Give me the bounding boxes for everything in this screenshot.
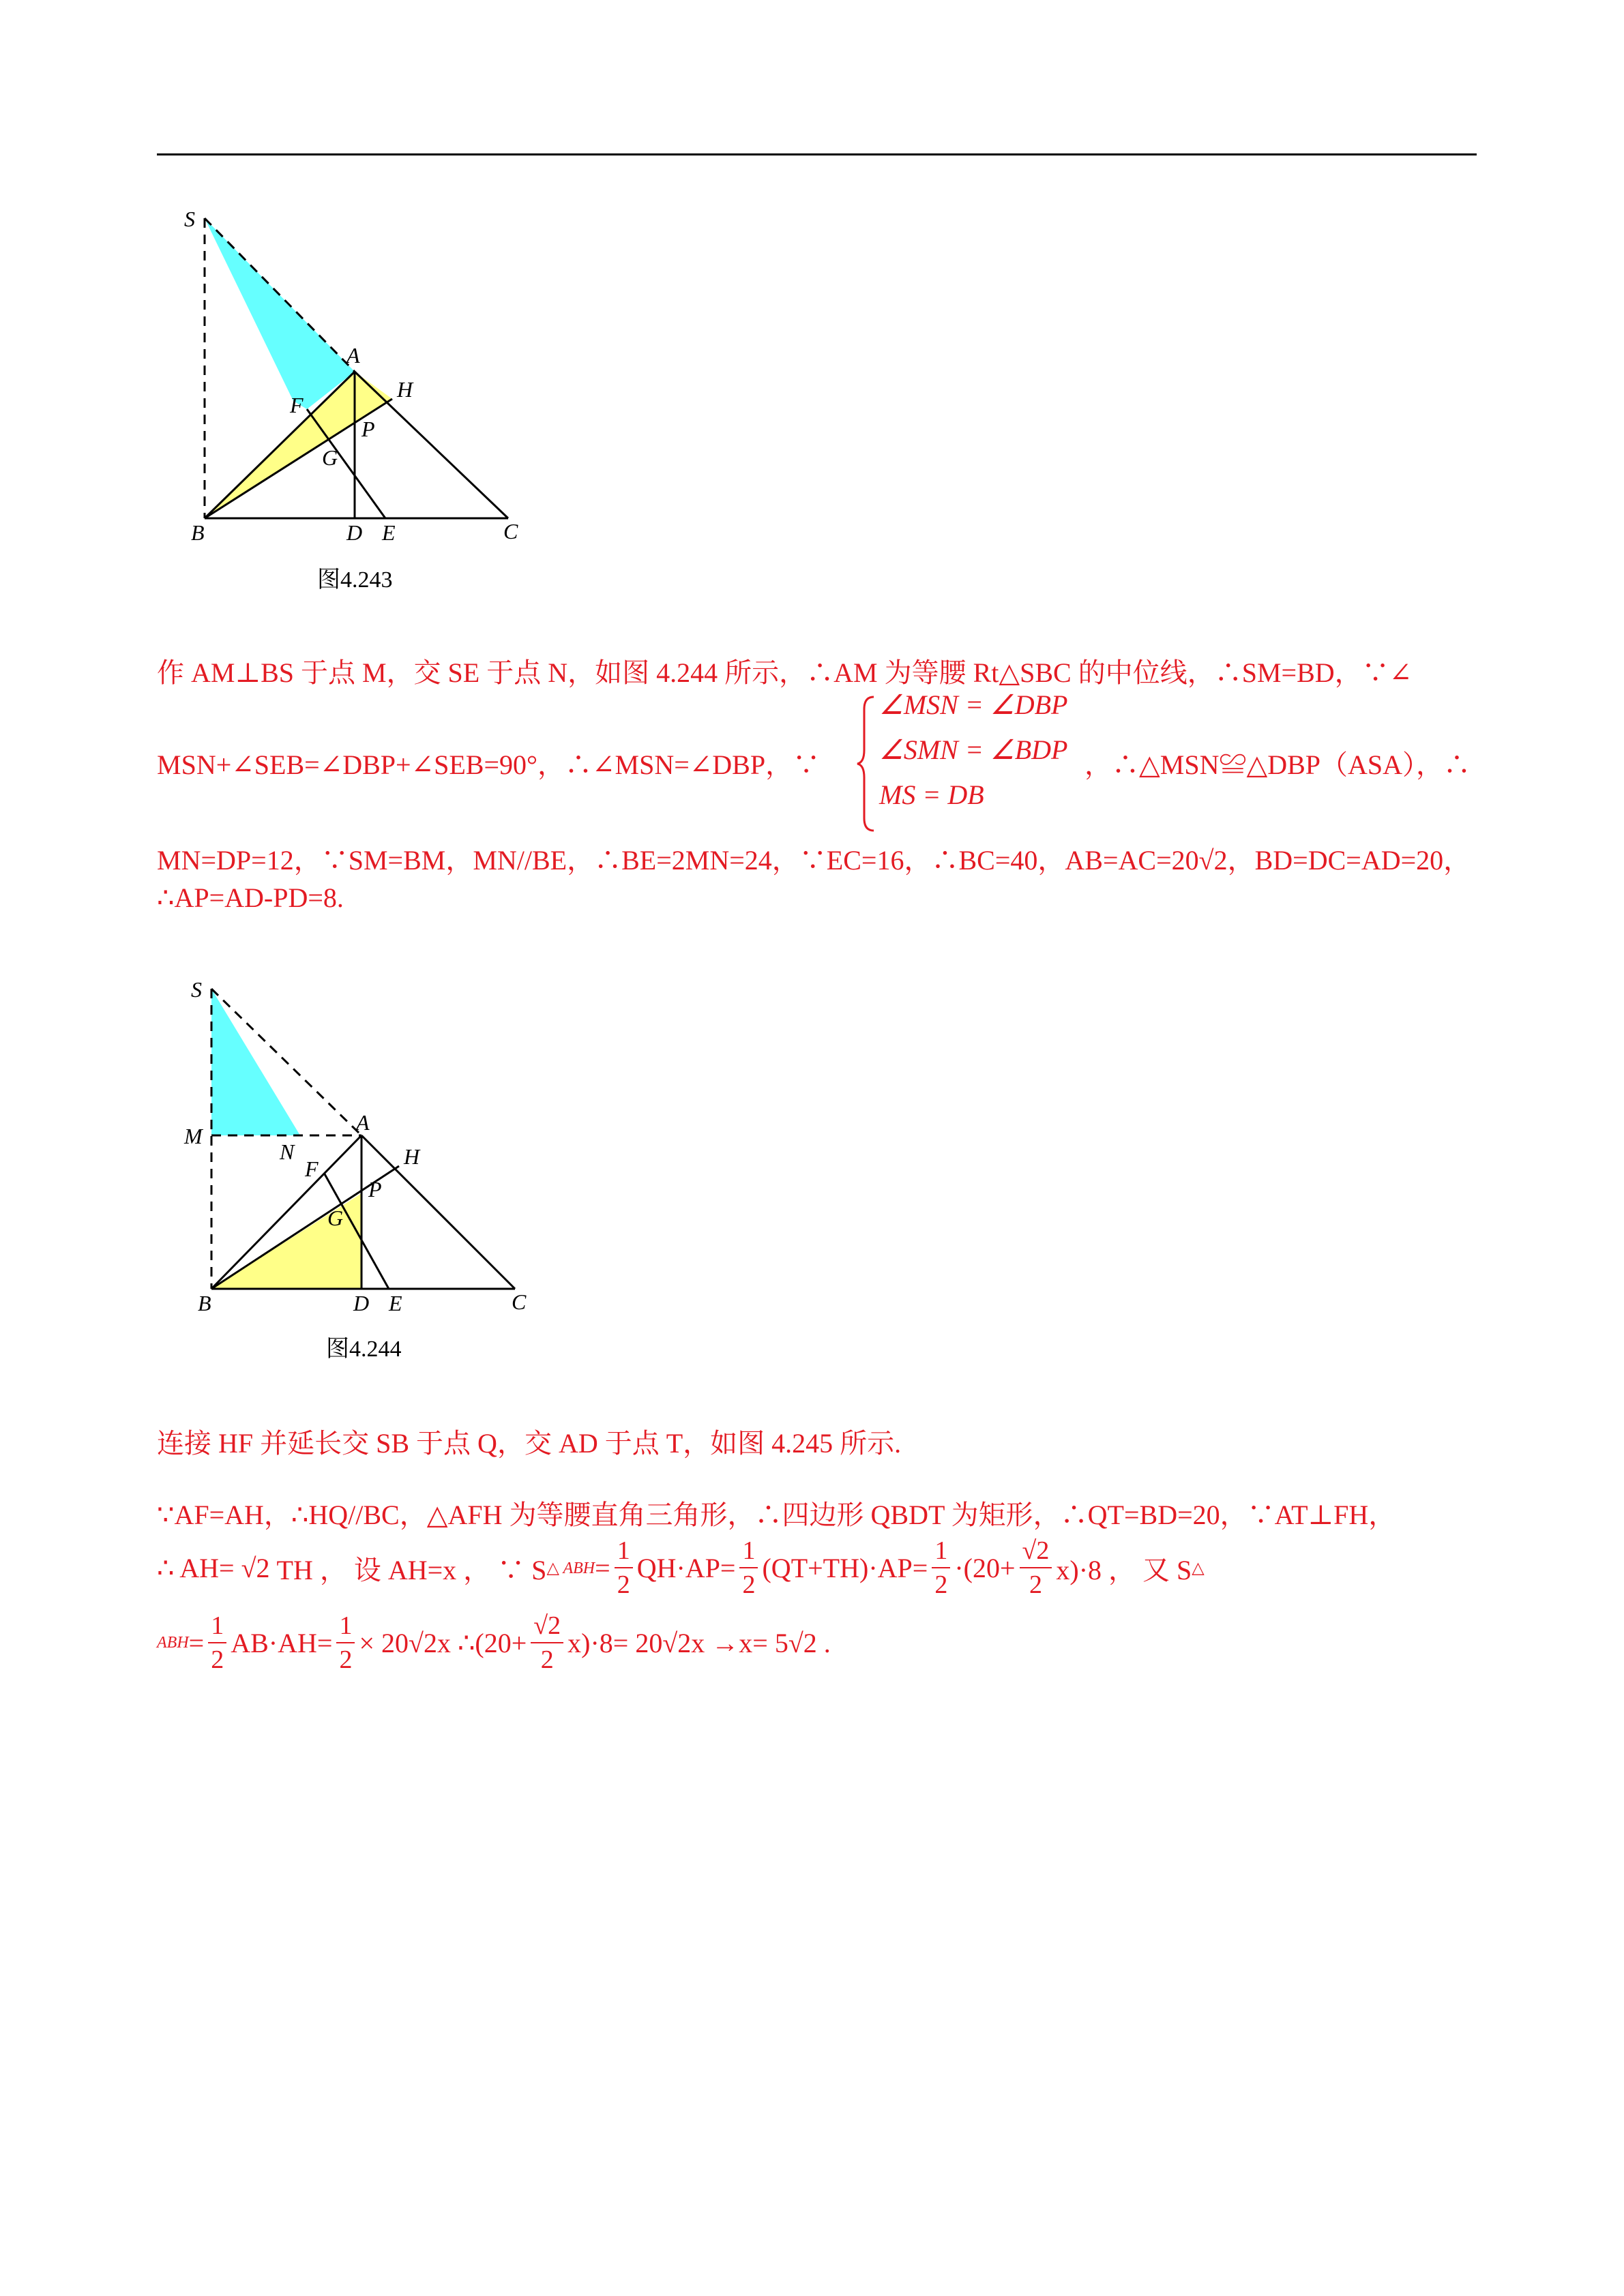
frac-half-4 [208,1609,226,1676]
figure-4-244-diagram [171,968,552,1323]
fig1-label-C: C [503,519,518,543]
fig1-label-S: S [184,207,195,231]
frac-num: 1 [739,1534,758,1568]
fig2-label-F: F [305,1157,319,1181]
fig2-label-B: B [198,1291,211,1315]
p3l2-f: (QT+TH)·AP= [762,1552,928,1583]
figure-4-244-caption: 图4.244 [326,1337,402,1362]
fig2-label-G: G [327,1206,344,1230]
figure-4-243 [171,205,552,559]
frac-half-5 [336,1609,355,1676]
frac-half-3 [932,1534,950,1601]
p3l2-tri: △ [1192,1559,1205,1577]
fig1-label-F: F [290,393,304,417]
para1-line1: 作 AM⊥BS 于点 M，交 SE 于点 N，如图 4.244 所示，∴AM 为等腰 Rt△SBC 的中位线，∴SM=BD，∵∠ [157,657,1413,688]
figure-4-244 [171,968,552,1323]
frac-half-1 [615,1534,633,1601]
para1-line2-right: ，∴△MSN≌△DBP（ASA），∴ [1084,749,1471,780]
brace-line-1: ∠MSN = ∠DBP [879,689,1068,720]
frac-root2-half-1 [1020,1534,1052,1601]
frac-den: 2 [934,1570,948,1599]
frac-den: 2 [1029,1570,1042,1599]
frac-den: 2 [339,1645,353,1674]
frac-num: 1 [208,1609,226,1643]
brace-line-3: MS = DB [879,779,984,810]
p3l2-root: √2 [241,1552,270,1583]
p3l3-sub: ABH [157,1633,189,1652]
fig1-label-P: P [361,417,375,441]
p3l2-g: ·(20+ [954,1552,1016,1583]
para1-line3-root: 20√2 [1171,845,1228,876]
para3-line3 [157,1609,831,1676]
fig2-label-N: N [280,1139,295,1164]
fig2-label-D: D [353,1291,370,1315]
fig2-label-E: E [389,1291,402,1315]
p3l2-d: = [595,1552,610,1583]
p3l2-c: TH ， 设 AH=x ， ∵ S [276,1554,547,1585]
fig2-label-A: A [356,1110,370,1135]
fig2-label-P: P [368,1177,382,1202]
frac-half-2 [739,1534,758,1601]
p3l2-sub: △ ABH [546,1559,595,1577]
frac-den: 2 [617,1570,630,1599]
para1-line3 [157,839,1471,878]
frac-num: 1 [615,1534,633,1568]
figure-4-243-caption: 图4.243 [317,567,393,593]
p3l3-a: = [188,1627,205,1658]
p3l3-b: AB·AH= [231,1627,333,1658]
frac-num: 1 [932,1534,950,1568]
para1-line3-text: MN=DP=12，∵SM=BM，MN//BE，∴BE=2MN=24，∵EC=16，∴BC=40，AB=AC= [157,845,1172,876]
fig2-label-C: C [512,1289,527,1314]
p3l3-c: × 20√2x ∴(20+ [359,1627,527,1658]
para2-line1: 连接 HF 并延长交 SB 于点 Q，交 AD 于点 T，如图 4.245 所示. [157,1428,902,1459]
para3-line2 [157,1534,1205,1601]
fig1-label-B: B [191,520,205,545]
fig2-label-M: M [184,1124,203,1148]
para1-line3-end: ，BD=DC=AD=20， [1227,845,1471,876]
p3l2-e: QH·AP= [636,1552,736,1583]
p3l2-h: x)·8 ， 又 S [1056,1554,1192,1585]
para1-line4: ∴AP=AD-PD=8. [157,882,344,913]
fig1-label-A: A [346,343,360,368]
fig2-label-H: H [404,1144,420,1169]
brace-line-2: ∠SMN = ∠BDP [879,734,1068,765]
figure-4-243-diagram [171,205,552,559]
frac-root2-half-2 [531,1609,563,1676]
fig2-label-S: S [191,977,202,1002]
p3l3-d: x)·8= 20√2x →x= 5√2 . [567,1627,831,1658]
para3-line1: ∵AF=AH，∴HQ//BC，△AFH 为等腰直角三角形，∴四边形 QBDT 为矩形，∴QT=BD=20，∵AT⊥FH， [157,1500,1396,1530]
fig1-label-G: G [322,445,338,470]
brace-icon [856,696,876,832]
frac-num: √2 [531,1609,563,1643]
para1-line2-left: MSN+∠SEB=∠DBP+∠SEB=90°，∴∠MSN=∠DBP，∵ [157,749,821,780]
frac-num: 1 [336,1609,355,1643]
fig1-label-D: D [346,520,363,545]
frac-den: 2 [742,1570,756,1599]
fig1-label-H: H [397,377,413,402]
fig1-label-E: E [382,520,396,545]
frac-num: √2 [1020,1534,1052,1568]
frac-den: 2 [540,1645,554,1674]
frac-den: 2 [211,1645,224,1674]
header-rule [157,153,1477,155]
p3l2-a: ∴ AH= [157,1552,235,1583]
